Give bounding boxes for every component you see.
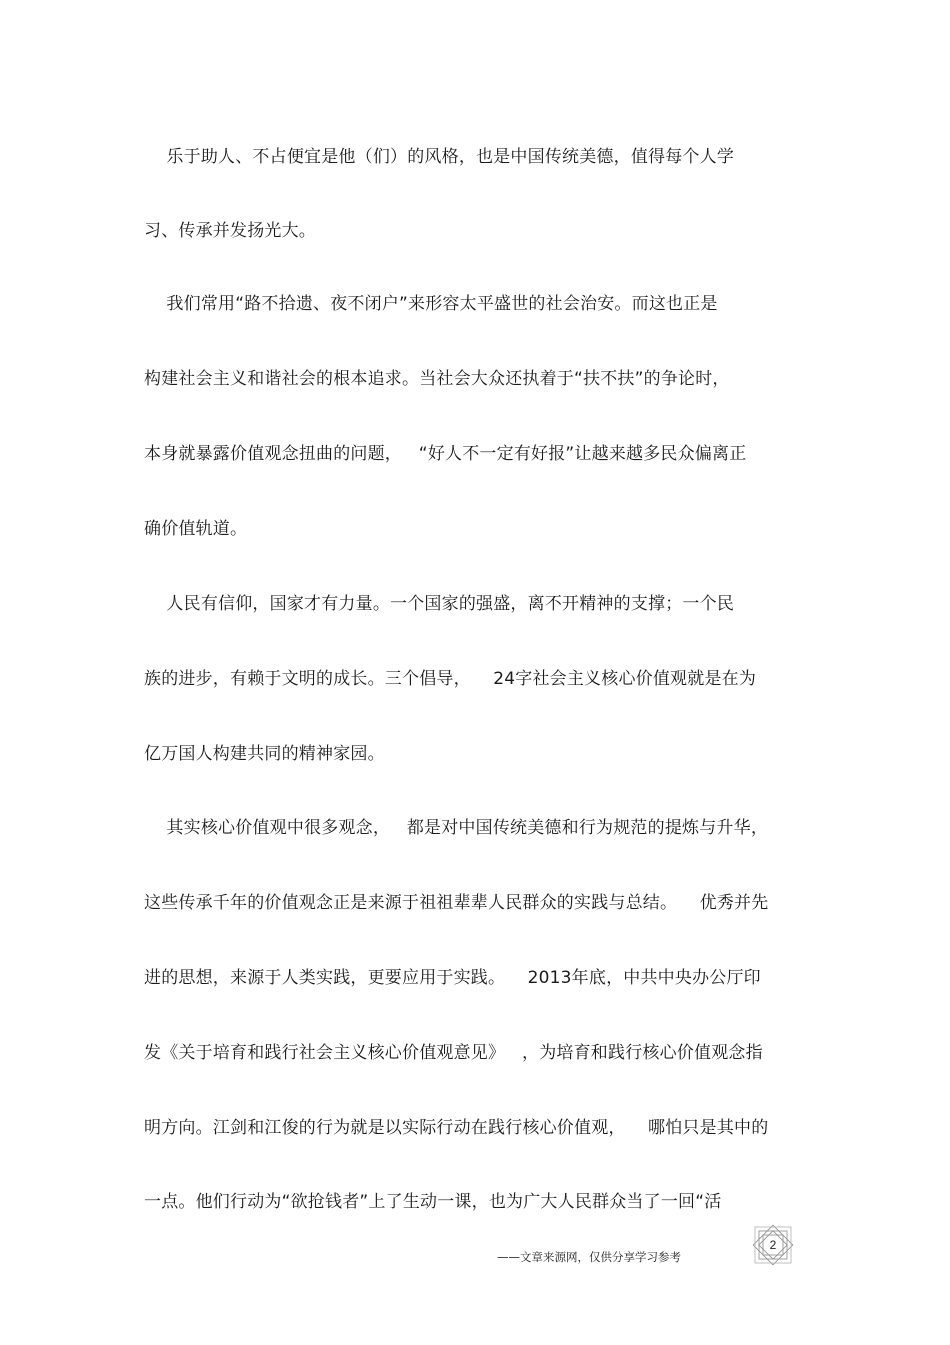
paragraph-line: 乐于助人、不占便宜是他（们）的风格，也是中国传统美德，值得每个人学 [144,147,735,167]
footer-source-note: ——文章来源网，仅供分享学习参考 [497,1250,681,1264]
paragraph-line: 族的进步，有赖于文明的成长。三个倡导， 24字社会主义核心价值观就是在为 [144,669,757,689]
paragraph-line: 本身就暴露价值观念扭曲的问题， “好人不一定有好报”让越来越多民众偏离正 [144,444,747,464]
paragraph-line: 构建社会主义和谐社会的根本追求。当社会大众还执着于“扶不扶”的争论时， [144,369,730,389]
paragraph-line: 一点。他们行动为“欲抢钱者”上了生动一课，也为广大人民群众当了一回“活 [144,1192,722,1212]
paragraph-line: 进的思想，来源于人类实践，更要应用于实践。 2013年底，中共中央办公厅印 [144,968,761,988]
paragraph-line: 发《关于培育和践行社会主义核心价值观意见》 ，为培育和践行核心价值观念指 [144,1043,763,1063]
paragraph-line: 明方向。江剑和江俊的行为就是以实际行动在践行核心价值观， 哪怕只是其中的 [144,1118,769,1138]
paragraph-line: 习、传承并发扬光大。 [144,221,316,241]
page-number: 2 [769,1238,777,1252]
paragraph-line: 其实核心价值观中很多观念， 都是对中国传统美德和行为规范的提炼与升华， [144,818,769,838]
page-number-badge [750,1222,796,1268]
paragraph-line: 确价值轨道。 [144,519,248,539]
paragraph-line: 亿万国人构建共同的精神家园。 [144,744,385,764]
paragraph-line: 人民有信仰，国家才有力量。一个国家的强盛，离不开精神的支撑；一个民 [144,594,735,614]
paragraph-line: 我们常用“路不拾遗、夜不闭户”来形容太平盛世的社会治安。而这也正是 [144,294,718,314]
paragraph-line: 这些传承千年的价值观念正是来源于祖祖辈辈人民群众的实践与总结。 优秀并先 [144,893,769,913]
